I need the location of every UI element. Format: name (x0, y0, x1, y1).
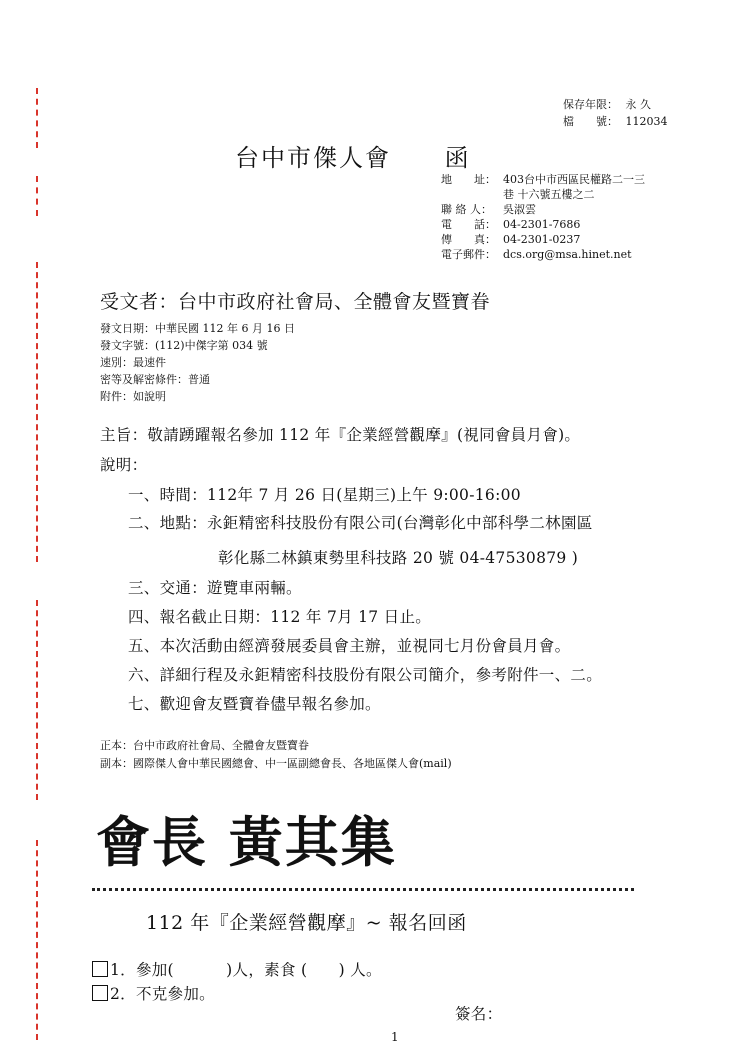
retention-value: 永 久 (625, 98, 651, 111)
item-location-cont: 彰化縣二林鎮東勢里科技路 20 號 04-47530879 ) (218, 549, 579, 567)
org-name: 台中市傑人會 (235, 144, 391, 172)
president-signature: 會長 黃其集 (96, 811, 397, 874)
distribution-copy: 副本：國際傑人會中華民國總會、中一區副總會長、各地區傑人會(mail) (100, 757, 452, 770)
reply-form-title: 112 年『企業經營觀摩』~ 報名回函 (146, 912, 467, 934)
doc-security: 密等及解密條件：普通 (100, 373, 210, 386)
margin-line (36, 88, 38, 148)
margin-line (36, 262, 38, 562)
contact-row: 傳 真： 04-2301-0237 (441, 233, 581, 246)
contact-row: 電子郵件： dcs.org@msa.hinet.net (441, 248, 632, 261)
margin-line (36, 840, 38, 1040)
item-deadline: 四、報名截止日期：112 年 7月 17 日止。 (128, 608, 432, 626)
margin-line (36, 176, 38, 216)
item-itinerary: 六、詳細行程及永鉅精密科技股份有限公司簡介，參考附件一、二。 (128, 666, 603, 684)
retention-label: 保存年限： (563, 98, 618, 111)
cut-line (92, 888, 634, 891)
retention-period (563, 96, 651, 113)
subject: 主旨：敬請踴躍報名參加 112 年『企業經營觀摩』(視同會員月會)。 (100, 426, 581, 444)
file-number-value: 112034 (625, 115, 668, 128)
page-number: 1 (391, 1030, 399, 1044)
item-welcome: 七、歡迎會友暨寶眷儘早報名參加。 (128, 695, 381, 713)
reply-option-attend: 1．參加( )人，素食 ( ) 人。 (92, 958, 382, 980)
contact-row: 聯 絡 人： 吳淑雲 (441, 203, 536, 216)
sign-label: 簽名： (455, 1005, 503, 1023)
attend-checkbox[interactable] (92, 961, 108, 977)
page-title (235, 138, 471, 173)
distribution-main: 正本：台中市政府社會局、全體會友暨寶眷 (100, 739, 309, 752)
doc-speed: 速別：最速件 (100, 356, 166, 369)
margin-line (36, 600, 38, 800)
doc-number: 發文字號：(112)中傑字第 034 號 (100, 339, 268, 352)
doc-date: 發文日期：中華民國 112 年 6 月 16 日 (100, 322, 295, 335)
doc-attachment: 附件：如說明 (100, 390, 166, 403)
document-type: 函 (444, 144, 471, 172)
recipient: 受文者：台中市政府社會局、全體會友暨寶眷 (100, 291, 491, 313)
contact-row: 地 址： 403台中市西區民權路二一三 (441, 173, 645, 186)
contact-row: 電 話： 04-2301-7686 (441, 218, 581, 231)
item-time: 一、時間：112年 7 月 26 日(星期三)上午 9:00-16:00 (128, 486, 521, 504)
decline-checkbox[interactable] (92, 985, 108, 1001)
file-number-label: 檔 號： (563, 115, 618, 128)
contact-row: 巷 十六號五樓之二 (503, 188, 595, 201)
item-transport: 三、交通：遊覽車兩輛。 (128, 579, 302, 597)
contact-block (441, 172, 645, 262)
explanation-label: 說明： (100, 456, 148, 474)
item-location: 二、地點：永鉅精密科技股份有限公司(台灣彰化中部科學二林園區 (128, 514, 593, 532)
reply-option-decline: 2．不克參加。 (92, 982, 215, 1004)
doc-info-block (100, 320, 295, 405)
file-number (563, 113, 668, 130)
item-organizer: 五、本次活動由經濟發展委員會主辦，並視同七月份會員月會。 (128, 637, 571, 655)
